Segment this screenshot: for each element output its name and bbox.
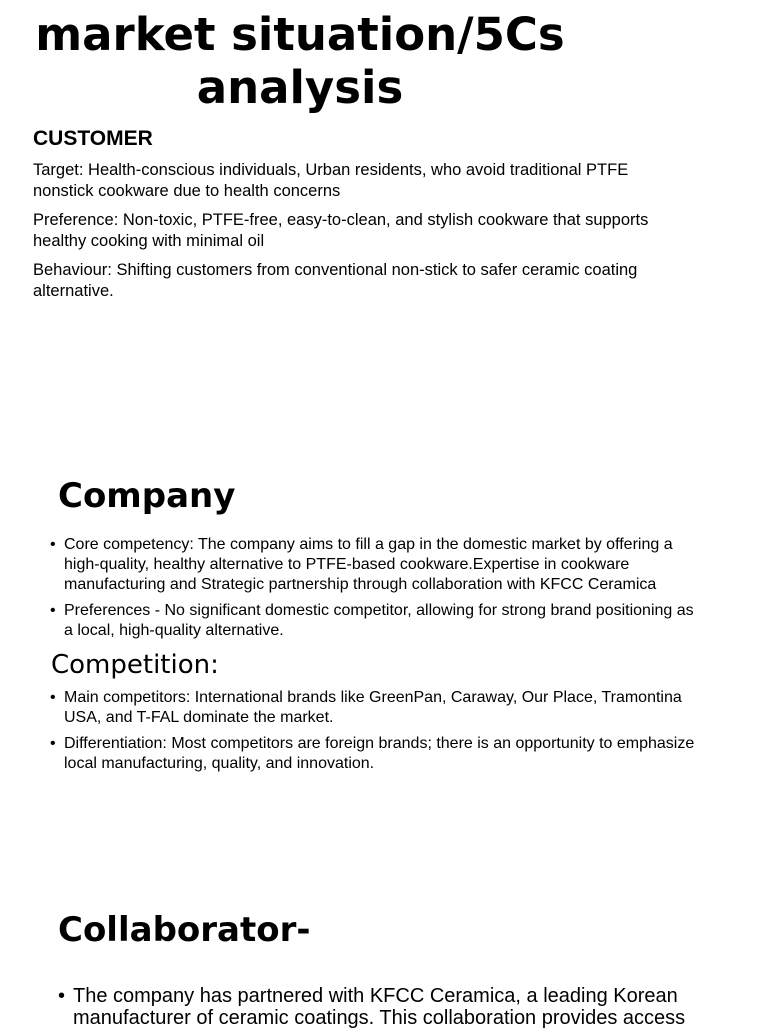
customer-heading: CUSTOMER xyxy=(33,127,153,150)
competition-heading: Competition: xyxy=(51,650,219,680)
bullet-icon: • xyxy=(50,602,56,619)
competition-bullet-list xyxy=(50,688,700,780)
page-title-line-1: market situation/5Cs xyxy=(35,8,565,62)
customer-behaviour-paragraph: Behaviour: Shifting customers from conventional non-stick to safer ceramic coating alternative. xyxy=(33,261,638,300)
bullet-icon: • xyxy=(58,985,66,1007)
page-title-line-2: analysis xyxy=(196,61,404,115)
customer-target-paragraph: Target: Health-conscious individuals, Urban residents, who avoid traditional PTFE nonstick cookware due to health concerns xyxy=(33,161,629,200)
competition-bullet-text: Main competitors: International brands like GreenPan, Caraway, Our Place, Tramontina USA, and T-FAL dominate the market. xyxy=(64,689,682,726)
company-bullet-preferences xyxy=(50,601,700,641)
company-bullet-core-competency xyxy=(50,535,700,595)
company-heading: Company xyxy=(58,476,236,516)
bullet-icon: • xyxy=(50,536,56,553)
collaborator-bullet-text: The company has partnered with KFCC Ceramica, a leading Korean manufacturer of ceramic coatings. This collaboration provides access xyxy=(73,985,686,1029)
collaborator-bullet-partnership xyxy=(58,985,708,1029)
bullet-icon: • xyxy=(50,735,56,752)
competition-bullet-differentiation xyxy=(50,734,700,774)
competition-bullet-main-competitors xyxy=(50,688,700,728)
collaborator-heading: Collaborator- xyxy=(58,910,311,950)
page-title xyxy=(0,8,600,114)
company-bullet-text: Core competency: The company aims to fill a gap in the domestic market by offering a high-quality, healthy alternative to PTFE-based cookware.Expertise in cookware manufacturing and Strategic partnership through collaboration with KFCC Ceramica xyxy=(64,536,673,593)
competition-bullet-text: Differentiation: Most competitors are foreign brands; there is an opportunity to emphasize local manufacturing, quality, and innovation. xyxy=(64,735,695,772)
bullet-icon: • xyxy=(50,689,56,706)
company-bullet-list xyxy=(50,535,700,647)
company-bullet-text: Preferences - No significant domestic competitor, allowing for strong brand positioning as a local, high-quality alternative. xyxy=(64,602,694,639)
collaborator-bullet-list xyxy=(58,985,708,1029)
customer-preference-paragraph: Preference: Non-toxic, PTFE-free, easy-to-clean, and stylish cookware that supports healthy cooking with minimal oil xyxy=(33,211,649,250)
